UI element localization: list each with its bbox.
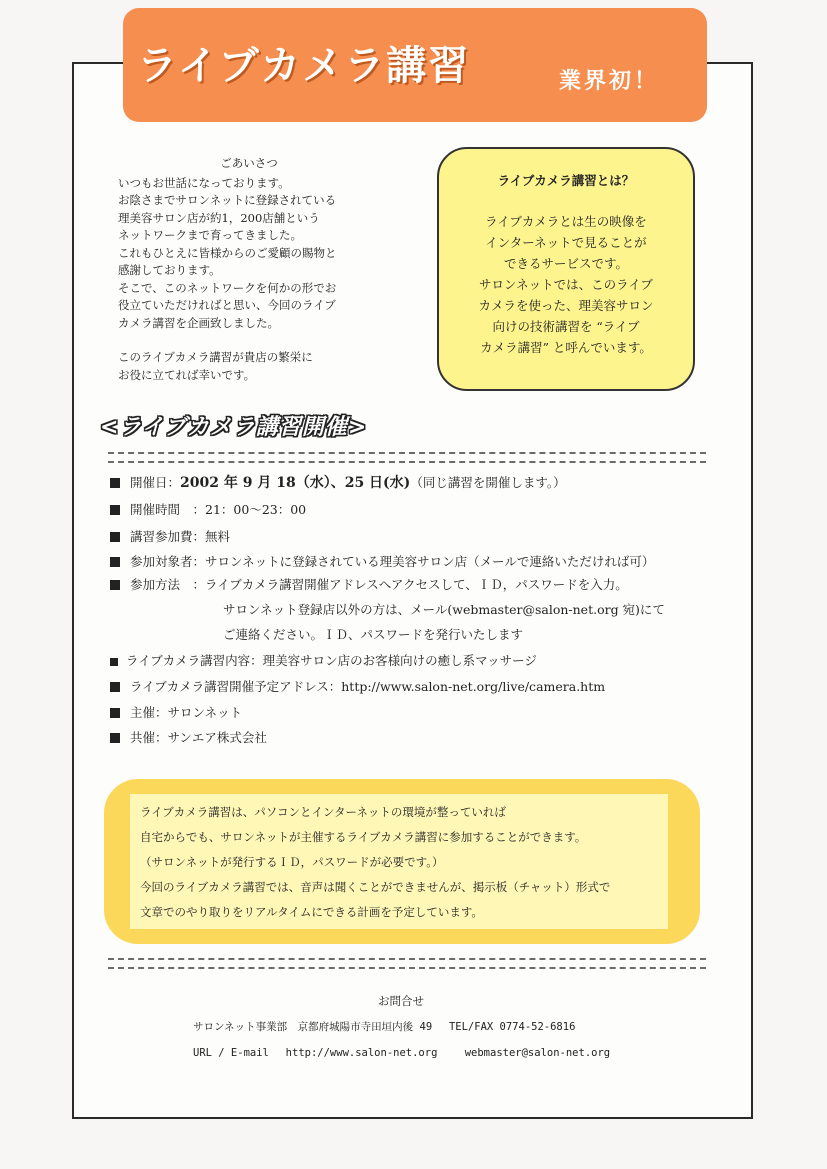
greeting-line: これもひとえに皆様からのご愛顧の賜物と <box>118 245 337 260</box>
detail-time <box>110 500 306 518</box>
what-is-line: サロンネットでは、このライブ <box>479 277 653 292</box>
what-is-line: できるサービスです。 <box>503 256 628 271</box>
contact-heading: お問合せ <box>378 994 424 1008</box>
method-continued-2: ご連絡ください。ＩＤ、パスワードを発行いたします <box>223 627 524 642</box>
title-banner <box>123 8 707 122</box>
fee-text: 講習参加費：無料 <box>130 529 231 544</box>
time-value: 21：00～23：00 <box>205 502 307 517</box>
date-label: 開催日： <box>130 475 181 490</box>
detail-organizer <box>110 703 242 721</box>
detail-target <box>110 552 654 570</box>
banner-badge: 業界初！ <box>559 69 660 94</box>
detail-content <box>110 651 537 669</box>
date-note: （同じ講習を開催します。） <box>410 475 566 490</box>
bullet-square-icon <box>110 658 118 666</box>
organizer-text: 主催：サロンネット <box>130 705 243 720</box>
time-label: 開催時間 ： <box>130 502 206 517</box>
info-line: 今回のライブカメラ講習では、音声は聞くことができませんが、掲示板（チャット）形式で <box>140 880 611 894</box>
divider-bottom <box>108 958 706 969</box>
what-is-line: カメラ講習” と呼んでいます。 <box>480 340 652 355</box>
detail-method <box>110 575 628 593</box>
greeting-heading: ごあいさつ <box>220 156 278 170</box>
info-line: 自宅からでも、サロンネットが主催するライブカメラ講習に参加することができます。 <box>140 830 587 844</box>
info-line: 文章でのやり取りをリアルタイムにできる計画を予定しています。 <box>140 905 483 919</box>
greeting-line: お役に立てれば幸いです。 <box>118 367 256 382</box>
what-is-title: ライブカメラ講習とは？ <box>497 173 635 188</box>
banner-title: ライブカメラ講習 <box>137 43 471 89</box>
greeting-line: カメラ講習を企画致しました。 <box>118 315 279 330</box>
date-value: 2002 年 9 月 18（水）、25 日(水) <box>180 475 411 491</box>
method-continued-1: サロンネット登録店以外の方は、メール(webmaster@salon-net.org 宛)にて <box>223 602 665 617</box>
bullet-square-icon <box>110 478 120 488</box>
what-is-box <box>437 147 695 391</box>
bullet-square-icon <box>110 682 120 692</box>
bullet-square-icon <box>110 580 120 590</box>
contact-address: サロンネット事業部 京都府城陽市寺田垣内後 49 TEL/FAX 0774-52-6816 <box>193 1021 576 1033</box>
greeting-line: このライブカメラ講習が貴店の繁栄に <box>118 350 313 364</box>
bullet-square-icon <box>110 557 120 567</box>
cosponsor-text: 共催：サンエア株式会社 <box>130 730 267 745</box>
what-is-line: カメラを使った、理美容サロン <box>478 298 654 313</box>
what-is-line: インターネットで見ることが <box>485 235 647 250</box>
bullet-square-icon <box>110 708 120 718</box>
greeting-line: いつもお世話になっております。 <box>118 175 290 190</box>
event-title: <ライブカメラ講習開催> <box>100 415 368 440</box>
greeting-line: 役立ていただければと思い、今回のライブ <box>118 298 336 312</box>
greeting-line: ネットワークまで育ってきました。 <box>118 228 302 242</box>
greeting-line: 感謝しております。 <box>118 263 221 277</box>
info-line: ライブカメラ講習は、パソコンとインターネットの環境が整っていれば <box>140 805 506 819</box>
contact-web: URL / E-mail http://www.salon-net.org webmaster@salon-net.org <box>193 1047 611 1059</box>
detail-fee <box>110 527 230 545</box>
greeting-line: お陰さまでサロンネットに登録されている <box>118 193 337 207</box>
detail-cosponsor <box>110 728 267 746</box>
greeting-line: 理美容サロン店が約1，200店舗という <box>118 210 320 225</box>
address-text: ライブカメラ講習開催予定アドレス：http://www.salon-net.org/live/camera.htm <box>130 679 606 694</box>
detail-address <box>110 677 605 695</box>
what-is-line: 向けの技術講習を “ライブ <box>492 319 640 334</box>
what-is-line: ライブカメラとは生の映像を <box>485 214 647 229</box>
greeting-line: そこで、このネットワークを何かの形でお <box>118 280 337 295</box>
greeting-section <box>118 155 380 384</box>
bullet-square-icon <box>110 505 120 515</box>
method-text: 参加方法 ：ライブカメラ講習開催アドレスへアクセスして、ＩＤ，パスワードを入力。 <box>130 577 628 592</box>
bullet-square-icon <box>110 532 120 542</box>
info-line: （サロンネットが発行するＩＤ，パスワードが必要です。） <box>140 855 444 869</box>
bullet-square-icon <box>110 733 120 743</box>
content-text: ライブカメラ講習内容：理美容サロン店のお客様向けの癒し系マッサージ <box>126 653 537 668</box>
info-box-inner <box>130 794 668 929</box>
target-text: 参加対象者：サロンネットに登録されている理美容サロン店（メールで連絡いただければ可） <box>130 554 655 569</box>
divider-top <box>108 452 706 463</box>
info-box <box>104 779 700 944</box>
detail-date <box>110 472 566 492</box>
